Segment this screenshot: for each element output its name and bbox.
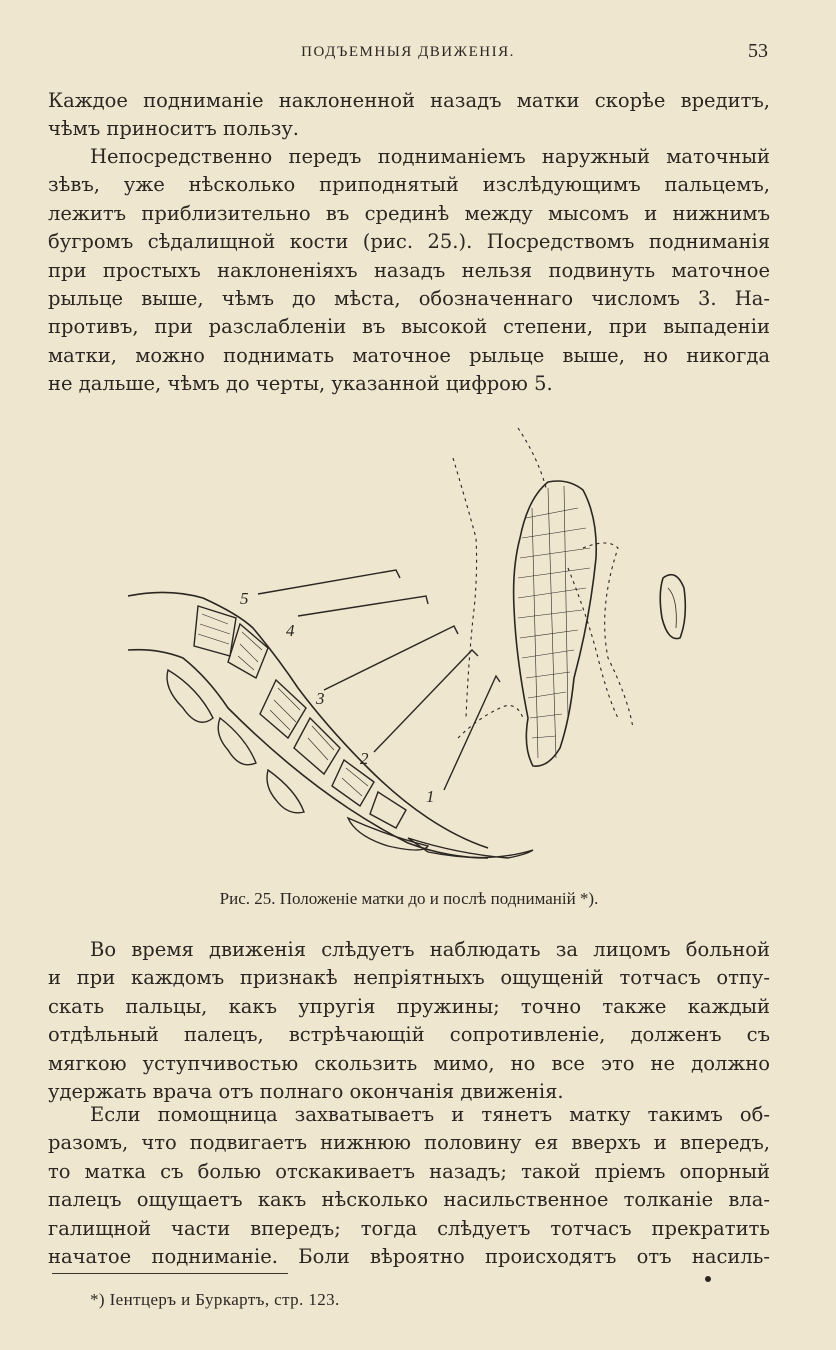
paragraph-1 xyxy=(48,87,770,144)
figure-label-2: 2 xyxy=(360,749,369,768)
text-line: не дальше, чѣмъ до черты, указанной цифрою 5. xyxy=(48,372,553,396)
ink-spot xyxy=(705,1276,711,1282)
text-line: противъ, при разслабленіи въ высокой степени, при выпаденіи xyxy=(48,315,770,339)
text-line: лежитъ приблизительно въ срединѣ между мысомъ и нижнимъ xyxy=(48,201,770,225)
text-line: Каждое подниманіе наклоненной назадъ матки скорѣе вредитъ, xyxy=(48,89,770,112)
footnote-divider xyxy=(52,1273,288,1274)
text-line: удержать врача отъ полнаго окончанія движенія. xyxy=(48,1080,564,1104)
text-line: галищной части впередъ; тогда слѣдуетъ тотчасъ прекратить xyxy=(48,1216,770,1240)
paragraph-4 xyxy=(48,1101,770,1271)
text-line: отдѣльный палецъ, встрѣчающій сопротивленіе, долженъ съ xyxy=(48,1023,770,1047)
text-line: Если помощница захватываетъ и тянетъ матку такимъ об- xyxy=(90,1103,770,1126)
text-line: то матка съ болью отскакиваетъ назадъ; такой пріемъ опорный xyxy=(48,1159,770,1183)
text-line: зѣвъ, уже нѣсколько приподнятый изслѣдующимъ пальцемъ, xyxy=(48,173,770,197)
text-line: матки, можно поднимать маточное рыльце выше, но никогда xyxy=(48,343,770,367)
text-line: начатое подниманіе. Боли вѣроятно происходятъ отъ насиль- xyxy=(48,1245,770,1269)
anatomical-figure xyxy=(128,418,728,878)
pelvis-uterus-illustration xyxy=(128,418,728,878)
text-line: скать пальцы, какъ упругія пружины; точно также каждый xyxy=(48,994,770,1018)
paragraph-3 xyxy=(48,936,770,1106)
text-line: бугромъ сѣдалищной кости (рис. 25.). Посредствомъ подниманія xyxy=(48,230,770,254)
text-line: при простыхъ наклоненіяхъ назадъ нельзя подвинуть маточное xyxy=(48,258,770,282)
footnote: *) Іентцеръ и Буркартъ, стр. 123. xyxy=(90,1290,340,1309)
figure-caption: Рис. 25. Положеніе матки до и послѣ подниманій *). xyxy=(219,889,599,908)
page-number: 53 xyxy=(748,40,768,62)
text-line: мягкою уступчивостью скользить мимо, но все это не должно xyxy=(48,1051,770,1075)
text-line: чѣмъ приноситъ пользу. xyxy=(48,117,299,141)
figure-label-3: 3 xyxy=(316,689,325,708)
running-head xyxy=(48,40,768,66)
text-line: разомъ, что подвигаетъ нижнюю половину ея вверхъ и впередъ, xyxy=(48,1131,770,1155)
figure-label-4: 4 xyxy=(286,621,295,640)
text-line: и при каждомъ признакѣ непріятныхъ ощущеній тотчасъ отпу- xyxy=(48,966,770,990)
text-line: Непосредственно передъ подниманіемъ наружный маточный xyxy=(90,145,770,168)
running-title: ПОДЪЕМНЫЯ ДВИЖЕНІЯ. xyxy=(301,44,515,60)
text-line: Во время движенія слѣдуетъ наблюдать за лицомъ больной xyxy=(90,938,770,961)
figure-label-1: 1 xyxy=(426,787,435,806)
figure-label-5: 5 xyxy=(240,589,249,608)
paragraph-2 xyxy=(48,143,770,399)
text-line: рыльце выше, чѣмъ до мѣста, обозначеннаго числомъ 3. На- xyxy=(48,287,770,311)
text-line: палецъ ощущаетъ какъ нѣсколько насильственное толканіе вла- xyxy=(48,1188,770,1212)
